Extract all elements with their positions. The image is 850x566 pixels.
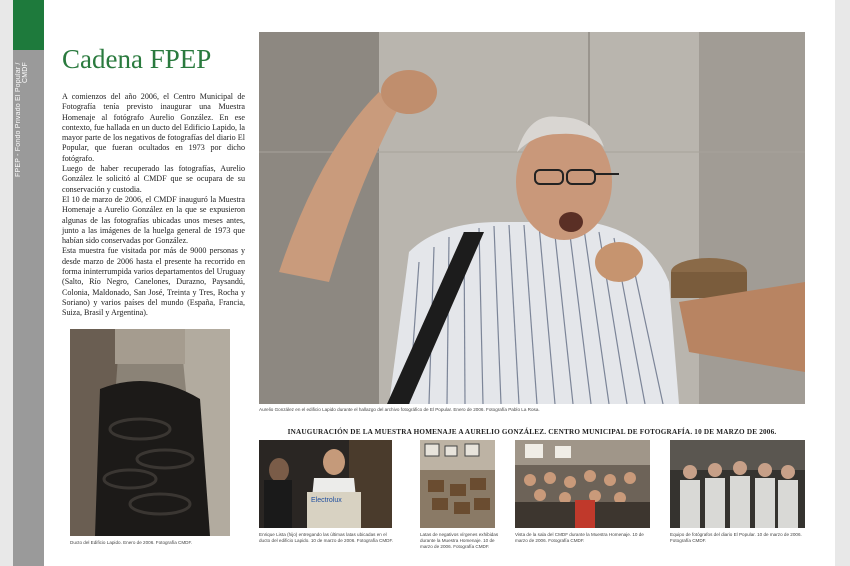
- paragraph-2: Luego de haber recuperado las fotografías, Aurelio González le solicitó al CMDF que se ocupara de su conservación y custodia.: [62, 164, 245, 194]
- thumbnail-4-caption: Equipo de fotógrafos del diario El Popular. 10 de marzo de 2006. Fotografía CMDF.: [670, 532, 802, 543]
- thumbnail-4-illustration: [670, 440, 805, 528]
- thumbnail-3: [515, 440, 650, 528]
- article-title: Cadena FPEP: [62, 44, 212, 74]
- thumbnail-2: [420, 440, 495, 528]
- thumbnail-1-illustration: [259, 440, 392, 528]
- paragraph-1: A comienzos del año 2006, el Centro Municipal de Fotografía tenía previsto inaugurar una Muestra Homenaje al fotógrafo Aurelio González. En ese contexto, fue hallada en un ducto del Edificio Lapido, la mayor parte de los negativos de fotografías del diario El Popular, que fueran ocultados en 1973 por dicho fotógrafo.: [62, 92, 245, 163]
- duct-photo-caption: Ducto del Edificio Lapido. Enero de 2006. Fotografía CMDF.: [70, 540, 193, 545]
- main-photo-caption: Aurelio González en el edificio Lapido durante el hallazgo del archivo fotográfico de El Popular. Enero de 2006. Fotografía Pablo La Rosa.: [259, 407, 540, 412]
- paragraph-4: Esta muestra fue visitada por más de 9000 personas y desde marzo de 2006 hasta el presente ha recorrido en forma ininterrumpida varios departamentos del Uruguay (Salto, Río Negro, Canelones, Durazno, Paysandú, Colonia, Maldonado, San José, Treinta y Tres, Rocha y Soriano) y varios países del mundo (España, Francia, Suiza, Brasil y Argentina).: [62, 246, 245, 318]
- side-strip: [13, 0, 44, 566]
- thumbnail-1-box-label: Electrolux: [311, 497, 342, 504]
- thumbnail-1: [259, 440, 392, 528]
- main-photo-illustration: [259, 32, 805, 404]
- thumbnail-2-illustration: [420, 440, 495, 528]
- article-body: [62, 92, 245, 319]
- thumbnail-4: [670, 440, 805, 528]
- main-photo: [259, 32, 805, 404]
- green-tab: [13, 0, 44, 50]
- duct-photo-illustration: [70, 329, 230, 536]
- thumbnail-3-caption: Vista de la sala del CMDF durante la Muestra Homenaje. 10 de marzo de 2006. Fotografía CMDF.: [515, 532, 644, 543]
- duct-photo: [70, 329, 230, 536]
- side-vertical-text: FPEP - Fondo Privado El Popular / CMDF: [15, 62, 29, 177]
- thumbnail-3-illustration: [515, 440, 650, 528]
- thumbnail-2-caption: Latas de negativos vírgenes exhibidas durante la Muestra Homenaje. 10 de marzo de 2006. Fotografía CMDF.: [420, 532, 499, 549]
- document-page: [13, 0, 835, 566]
- thumbnail-1-caption: Enrique Lista (hijo) entregando las últimas latas ubicadas en el ducto del edificio Lapido. 10 de marzo de 2006. Fotografía CMDF.: [259, 532, 394, 543]
- section-heading: INAUGURACIÓN DE LA MUESTRA HOMENAJE A AURELIO GONZÁLEZ. CENTRO MUNICIPAL DE FOTOGRAFÍA. 10 DE MARZO DE 2006.: [287, 428, 777, 436]
- paragraph-3: El 10 de marzo de 2006, el CMDF inauguró la Muestra Homenaje a Aurelio González en la que se expusieron algunas de las fotografías ubicadas unos meses antes, junto a las imágenes de la huelga general de 1973 que habían sido conservadas por González.: [62, 194, 245, 246]
